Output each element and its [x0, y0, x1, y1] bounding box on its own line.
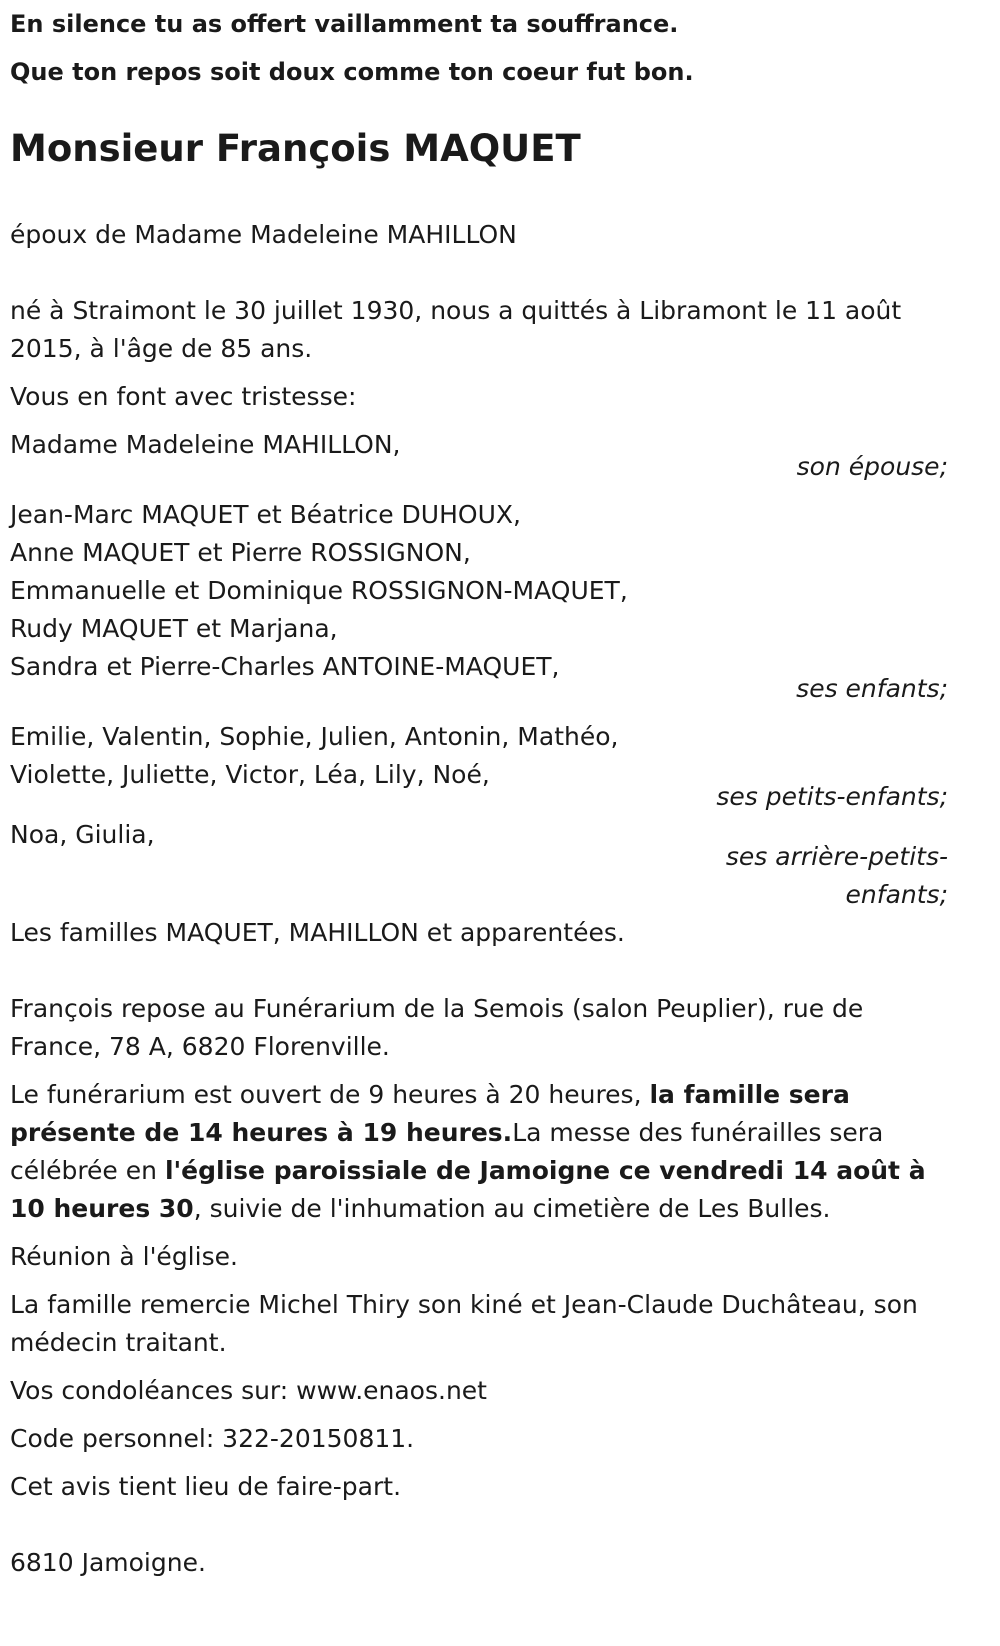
grandchildren-group — [10, 718, 948, 816]
birth-death-line: né à Straimont le 30 juillet 1930, nous a quittés à Libramont le 11 août 2015, à l'âge de 85 ans. — [10, 296, 902, 363]
burial-text: , suivie de l'inhumation au cimetière de Les Bulles. — [193, 1194, 831, 1223]
children-group — [10, 496, 948, 708]
mass-text: La messe des funérailles sera célébrée en — [10, 1118, 884, 1185]
mourner-name: Emmanuelle et Dominique ROSSIGNON-MAQUET, — [10, 576, 628, 605]
mourner-name: Emilie, Valentin, Sophie, Julien, Antonin, Mathéo, — [10, 722, 619, 751]
mourner-name: Violette, Juliette, Victor, Léa, Lily, Noé, — [10, 760, 490, 789]
city-line: 6810 Jamoigne. — [10, 1548, 206, 1577]
mourner-name: Sandra et Pierre-Charles ANTOINE-MAQUET, — [10, 652, 560, 681]
mourner-name: Rudy MAQUET et Marjana, — [10, 614, 338, 643]
reunion-line: Réunion à l'église. — [10, 1242, 238, 1271]
hours-text: Le funérarium est ouvert de 9 heures à 20 heures, — [10, 1080, 650, 1109]
spouse-group — [10, 426, 948, 486]
thanks-line: La famille remercie Michel Thiry son kiné et Jean-Claude Duchâteau, son médecin traitant. — [10, 1290, 918, 1357]
role-label: son épouse; — [796, 452, 948, 481]
spouse-line: époux de Madame Madeleine MAHILLON — [10, 220, 517, 249]
notice-line: Cet avis tient lieu de faire-part. — [10, 1472, 402, 1501]
family-presence: la famille sera présente de 14 heures à 19 heures. — [10, 1080, 850, 1147]
role-label: ses petits-enfants; — [716, 782, 948, 811]
repose-line: François repose au Funérarium de la Semois (salon Peuplier), rue de France, 78 A, 6820 Florenville. — [10, 994, 864, 1061]
mourner-name: Noa, Giulia, — [10, 820, 155, 849]
role-label: enfants; — [845, 880, 948, 909]
mass-location: l'église paroissiale de Jamoigne ce vendredi 14 août à 10 heures 30 — [10, 1156, 926, 1223]
condolences-line: Vos condoléances sur: www.enaos.net — [10, 1376, 487, 1405]
code-line: Code personnel: 322-20150811. — [10, 1424, 415, 1453]
role-label: ses enfants; — [796, 674, 948, 703]
mourner-name: Madame Madeleine MAHILLON, — [10, 430, 401, 459]
mourner-name: Anne MAQUET et Pierre ROSSIGNON, — [10, 538, 471, 567]
families-line: Les familles MAQUET, MAHILLON et apparentées. — [10, 918, 625, 947]
hours-paragraph — [10, 1076, 948, 1228]
mourner-name: Jean-Marc MAQUET et Béatrice DUHOUX, — [10, 500, 521, 529]
great-grandchildren-group — [10, 816, 948, 914]
mourners-intro: Vous en font avec tristesse: — [10, 382, 357, 411]
role-label: ses arrière-petits- — [725, 842, 948, 871]
deceased-name: Monsieur François MAQUET — [10, 127, 581, 170]
verse-line-1: En silence tu as offert vaillamment ta souffrance. — [10, 10, 679, 38]
verse-line-2: Que ton repos soit doux comme ton coeur fut bon. — [10, 58, 694, 86]
verse — [10, 0, 948, 96]
